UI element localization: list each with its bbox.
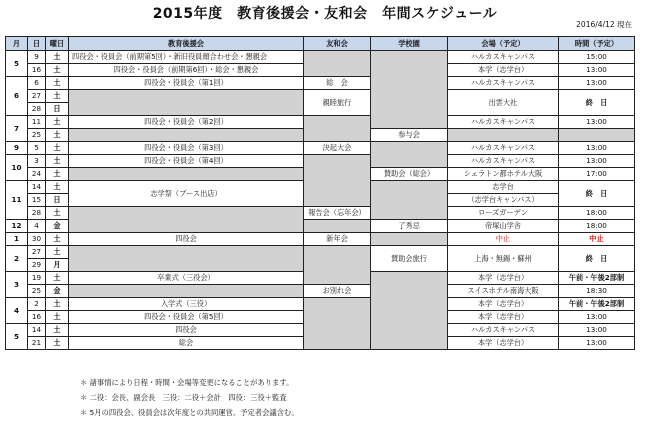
weekday-cell: 金 [45,284,69,298]
column-header-school: 学校園 [370,36,448,51]
blank-cell [370,141,448,168]
venue-cell: 志学台 [447,180,559,194]
month-cell: 3 [5,271,28,298]
venue-cell: ハルカスキャンパス [447,50,559,64]
month-cell: 12 [5,219,28,233]
weekday-cell: 土 [45,297,69,311]
weekday-cell: 土 [45,141,69,155]
kyoiku-event: 四役会・役員会（前期第5回）・新旧役員顔合わせ会・懇親会 [68,50,304,64]
yuwa-event: 総 会 [303,76,371,90]
month-cell: 11 [5,180,28,220]
day-cell: 14 [27,323,46,337]
yuwa-event: お別れ会 [303,284,371,298]
time-cell: 13:00 [558,141,635,155]
day-cell: 6 [27,76,46,90]
weekday-cell: 日 [45,193,69,207]
month-cell: 2 [5,245,28,272]
weekday-cell: 土 [45,89,69,103]
day-cell: 27 [27,245,46,259]
day-cell: 14 [27,180,46,194]
venue-cell: ハルカスキャンパス [447,323,559,337]
time-cell: 17:00 [558,167,635,181]
time-cell: 13:00 [558,323,635,337]
day-cell: 28 [27,102,46,116]
blank-cell [68,245,304,272]
blank-cell [68,167,304,181]
time-cell: 18:30 [558,284,635,298]
day-cell: 15 [27,193,46,207]
weekday-cell: 土 [45,154,69,168]
day-cell: 16 [27,63,46,77]
day-cell: 5 [27,141,46,155]
footnotes [80,375,299,420]
kyoiku-event: 卒業式（三役会） [68,271,304,285]
day-cell: 24 [27,167,46,181]
day-cell: 30 [27,232,46,246]
kyoiku-event: 四役会・役員会（前期第6回）・総会・懇親会 [68,63,304,77]
venue-cell: 本学（志学台） [447,63,559,77]
time-cell: 13:00 [558,76,635,90]
blank-cell [303,50,371,77]
time-cell: 13:00 [558,336,635,350]
yuwa-event: 報告会（忘年会） [303,206,371,220]
venue-cell: スイスホテル南海大阪 [447,284,559,298]
weekday-cell: 土 [45,115,69,129]
kyoiku-event: 総会 [68,336,304,350]
month-cell: 1 [5,232,28,246]
weekday-cell: 土 [45,50,69,64]
month-cell: 10 [5,154,28,181]
time-cell: 18:00 [558,219,635,233]
time-cell: 13:00 [558,115,635,129]
venue-cell: ハルカスキャンパス [447,76,559,90]
blank-cell [68,128,304,142]
column-header-venue: 会場（予定） [447,36,559,51]
venue-cancelled: 中止 [447,232,559,246]
kyoiku-event: 四役会・役員会（第3回） [68,141,304,155]
weekday-cell: 金 [45,219,69,233]
day-cell: 19 [27,271,46,285]
schedule-table [5,36,635,367]
yuwa-event: 決起大会 [303,141,371,155]
footnote: ＊ 二役：会長、副会長 三役：二役＋会計 四役：三役＋監査 [80,393,287,402]
time-cancelled: 中止 [558,232,635,246]
month-cell: 5 [5,323,28,350]
venue-cell: シェラトン都ホテル大阪 [447,167,559,181]
venue-cell: 本学（志学台） [447,297,559,311]
kyoiku-event: 入学式（三役） [68,297,304,311]
venue-cell: （志学台キャンパス） [447,193,559,207]
yuwa-event: 親睦旅行 [303,89,371,116]
column-header-month: 月 [5,36,28,51]
time-cell: 18:00 [558,206,635,220]
day-cell: 27 [27,89,46,103]
weekday-cell: 土 [45,63,69,77]
day-cell: 11 [27,115,46,129]
school-event: 参与会 [370,128,448,142]
schedule-title: 2015年度 教育後援会・友和会 年間スケジュール [152,6,498,22]
column-header-kyoiku: 教育後援会 [68,36,304,51]
venue-cell: 本学（志学台） [447,336,559,350]
blank-cell [370,180,448,220]
footnote: ＊ 諸事情により日程・時間・会場等変更になることがあります。 [80,378,294,387]
time-cell: 13:00 [558,310,635,324]
kyoiku-event: 四役会・役員会（第1回） [68,76,304,90]
blank-cell [303,154,371,207]
school-event: 賛助会旅行 [370,245,448,272]
weekday-cell: 土 [45,232,69,246]
blank-cell [370,50,448,129]
weekday-cell: 土 [45,271,69,285]
weekday-cell: 土 [45,167,69,181]
day-cell: 25 [27,284,46,298]
blank-cell [558,128,635,142]
kyoiku-event: 四役会 [68,232,304,246]
column-header-time: 時間（予定） [558,36,635,51]
yuwa-event: 新年会 [303,232,371,246]
weekday-cell: 土 [45,245,69,259]
venue-cell: ハルカスキャンパス [447,141,559,155]
kyoiku-event: 志学祭（ブース出店） [68,180,304,207]
column-header-yuwa: 友和会 [303,36,371,51]
day-cell: 4 [27,219,46,233]
column-header-weekday: 曜日 [45,36,69,51]
day-cell: 29 [27,258,46,272]
time-cell: 午前・午後2部制 [558,297,635,311]
time-cell: 終 日 [558,180,635,207]
kyoiku-event: 四役会・役員会（第4回） [68,154,304,168]
school-event: 賛助会（総会） [370,167,448,181]
blank-cell [68,284,304,298]
day-cell: 21 [27,336,46,350]
weekday-cell: 土 [45,206,69,220]
weekday-cell: 土 [45,76,69,90]
day-cell: 25 [27,128,46,142]
venue-cell: 帝塚山学舎 [447,219,559,233]
month-cell: 6 [5,76,28,116]
blank-cell [447,128,559,142]
weekday-cell: 日 [45,102,69,116]
time-cell: 終 日 [558,89,635,116]
day-cell: 16 [27,310,46,324]
blank-cell [370,271,448,350]
kyoiku-event: 四役会・役員会（第2回） [68,115,304,129]
venue-cell: 上海・無錫・蘇州 [447,245,559,272]
time-cell: 午前・午後2部制 [558,271,635,285]
venue-cell: ハルカスキャンパス [447,115,559,129]
venue-cell: ハルカスキャンパス [447,154,559,168]
kyoiku-event: 四役会・役員会（第5回） [68,310,304,324]
weekday-cell: 土 [45,180,69,194]
time-cell: 終 日 [558,245,635,272]
footnote: ＊ 5月の四役会、役員会は次年度との共同運営。予定者会議含む。 [80,408,299,417]
blank-cell [68,89,304,116]
day-cell: 28 [27,206,46,220]
day-cell: 9 [27,50,46,64]
as-of-date: 2016/4/12 現在 [576,20,632,29]
school-event: 了秀忌 [370,219,448,233]
weekday-cell: 土 [45,336,69,350]
weekday-cell: 月 [45,258,69,272]
venue-cell: ローズガーデン [447,206,559,220]
time-cell: 13:00 [558,63,635,77]
venue-cell: 本学（志学台） [447,271,559,285]
month-cell: 7 [5,115,28,142]
time-cell: 15:00 [558,50,635,64]
kyoiku-event: 四役会 [68,323,304,337]
time-cell: 13:00 [558,154,635,168]
day-cell: 3 [27,154,46,168]
blank-cell [303,115,371,142]
weekday-cell: 土 [45,310,69,324]
blank-cell [370,232,448,246]
weekday-cell: 土 [45,128,69,142]
month-cell: 5 [5,50,28,77]
blank-cell [68,206,304,233]
weekday-cell: 土 [45,323,69,337]
month-cell: 4 [5,297,28,324]
month-cell: 9 [5,141,28,155]
column-header-day: 日 [27,36,46,51]
blank-cell [303,245,371,285]
blank-cell [303,219,371,233]
venue-cell: 本学（志学台） [447,310,559,324]
day-cell: 2 [27,297,46,311]
blank-cell [303,297,371,350]
venue-cell: 出雲大社 [447,89,559,116]
